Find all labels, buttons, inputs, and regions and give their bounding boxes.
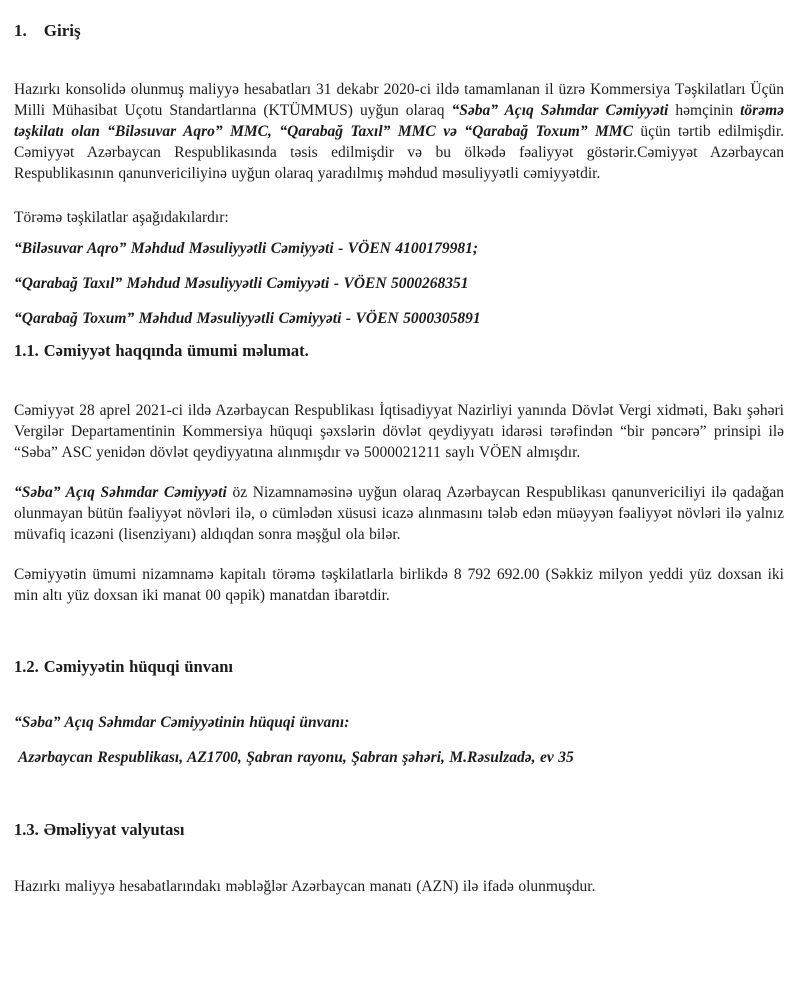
heading-number: 1. bbox=[14, 21, 27, 40]
heading-giris bbox=[14, 20, 784, 41]
text-segment: Hazırkı konsolidə olunmuş maliyyə hesabatları 31 dekabr 2020-ci ildə tamamlanan il üzrə Kommersiya Təşkilatları Üçün Milli Mühasibat Uçotu Standartlarına (KTÜMMUS) uyğun olaraq bbox=[14, 81, 784, 119]
heading-number: 1.3. bbox=[14, 820, 39, 839]
subsidiary-item-qarabag-toxum: “Qarabağ Toxum” Məhdud Məsuliyyətli Cəmiyyəti - VÖEN 5000305891 bbox=[14, 310, 481, 327]
paragraph-legal-address: Azərbaycan Respublikası, AZ1700, Şabran rayonu, Şabran şəhəri, M.Rəsulzadə, ev 35 bbox=[18, 749, 574, 766]
text-segment-company-name: “Səba” Açıq Səhmdar Cəmiyyəti bbox=[451, 102, 669, 119]
paragraph-legal-address-lead: “Səba” Açıq Səhmdar Cəmiyyətinin hüquqi ünvanı: bbox=[14, 714, 350, 731]
paragraph-registration: Cəmiyyət 28 aprel 2021-ci ildə Azərbaycan Respublikası İqtisadiyyat Nazirliyi yanında Dövlət Vergi xidməti, Bakı şəhəri Vergilər Departamentinin Kommersiya hüquqi şəxslərin dövlət qeydiyyatı idarəsi tərəfindən “bir pəncərə” prinsipi ilə “Səba” ASC yenidən dövlət qeydiyyatına alınmışdır və 5000021211 saylı VÖEN almışdır. bbox=[14, 402, 784, 461]
heading-1-3-operating-currency bbox=[14, 819, 784, 840]
heading-title: Cəmiyyət haqqında ümumi məlumat. bbox=[43, 341, 309, 360]
heading-1-2-legal-address bbox=[14, 656, 784, 677]
subsidiary-item-qarabag-taxil: “Qarabağ Taxıl” Məhdud Məsuliyyətli Cəmiyyəti - VÖEN 5000268351 bbox=[14, 275, 469, 292]
text-segment-subsidiaries: törəmə təşkilatı olan “Biləsuvar Aqro” MMC, “Qarabağ Taxıl” MMC və “Qarabağ Toxum” MMC bbox=[14, 102, 785, 140]
paragraph-intro bbox=[14, 79, 784, 184]
paragraph-currency: Hazırkı maliyyə hesabatlarındakı məbləğlər Azərbaycan manatı (AZN) ilə ifadə olunmuşdur. bbox=[14, 878, 596, 895]
paragraph-activities bbox=[14, 482, 784, 545]
heading-title: Cəmiyyətin hüquqi ünvanı bbox=[43, 657, 233, 676]
heading-title: Giriş bbox=[43, 21, 81, 40]
heading-number: 1.1. bbox=[14, 341, 39, 360]
text-segment: üçün tərtib edilmişdir. Cəmiyyət Azərbaycan Respublikasında təsis edilmişdir və bu ölkədə fəaliyyət göstərir.Cəmiyyət Azərbaycan Respublikasının qanunvericiliyinə uyğun olaraq yaradılmış məhdud məsuliyyətli cəmiyyətdir. bbox=[14, 123, 785, 182]
text-segment-company-name: “Səba” Açıq Səhmdar Cəmiyyəti bbox=[14, 484, 227, 501]
text-segment: öz Nizamnaməsinə uyğun olaraq Azərbaycan Respublikası qanunvericiliyi ilə qadağan olunmayan bütün fəaliyyət növləri ilə, o cümlədən xüsusi icazə alınmasını tələb edən müəyyən fəaliyyət növləri ilə yalnız müvafiq icazəni (lisenziyanı) aldıqdan sonra məşğul ola bilər. bbox=[14, 484, 784, 543]
paragraph-subsidiaries-lead: Törəmə təşkilatlar aşağıdakılardır: bbox=[14, 209, 229, 226]
heading-1-1-general-info bbox=[14, 340, 784, 361]
heading-number: 1.2. bbox=[14, 657, 39, 676]
paragraph-capital: Cəmiyyətin ümumi nizamnamə kapitalı törəmə təşkilatlarla birlikdə 8 792 692.00 (Səkkiz milyon yeddi yüz doxsan iki min altı yüz doxsan iki manat 00 qəpik) manatdan ibarətdir. bbox=[14, 566, 784, 604]
heading-title: Əməliyyat valyutası bbox=[43, 820, 185, 839]
subsidiary-item-bilesuvar-aqro: “Biləsuvar Aqro” Məhdud Məsuliyyətli Cəmiyyəti - VÖEN 4100179981; bbox=[14, 240, 479, 257]
text-segment: həmçinin bbox=[668, 102, 741, 119]
